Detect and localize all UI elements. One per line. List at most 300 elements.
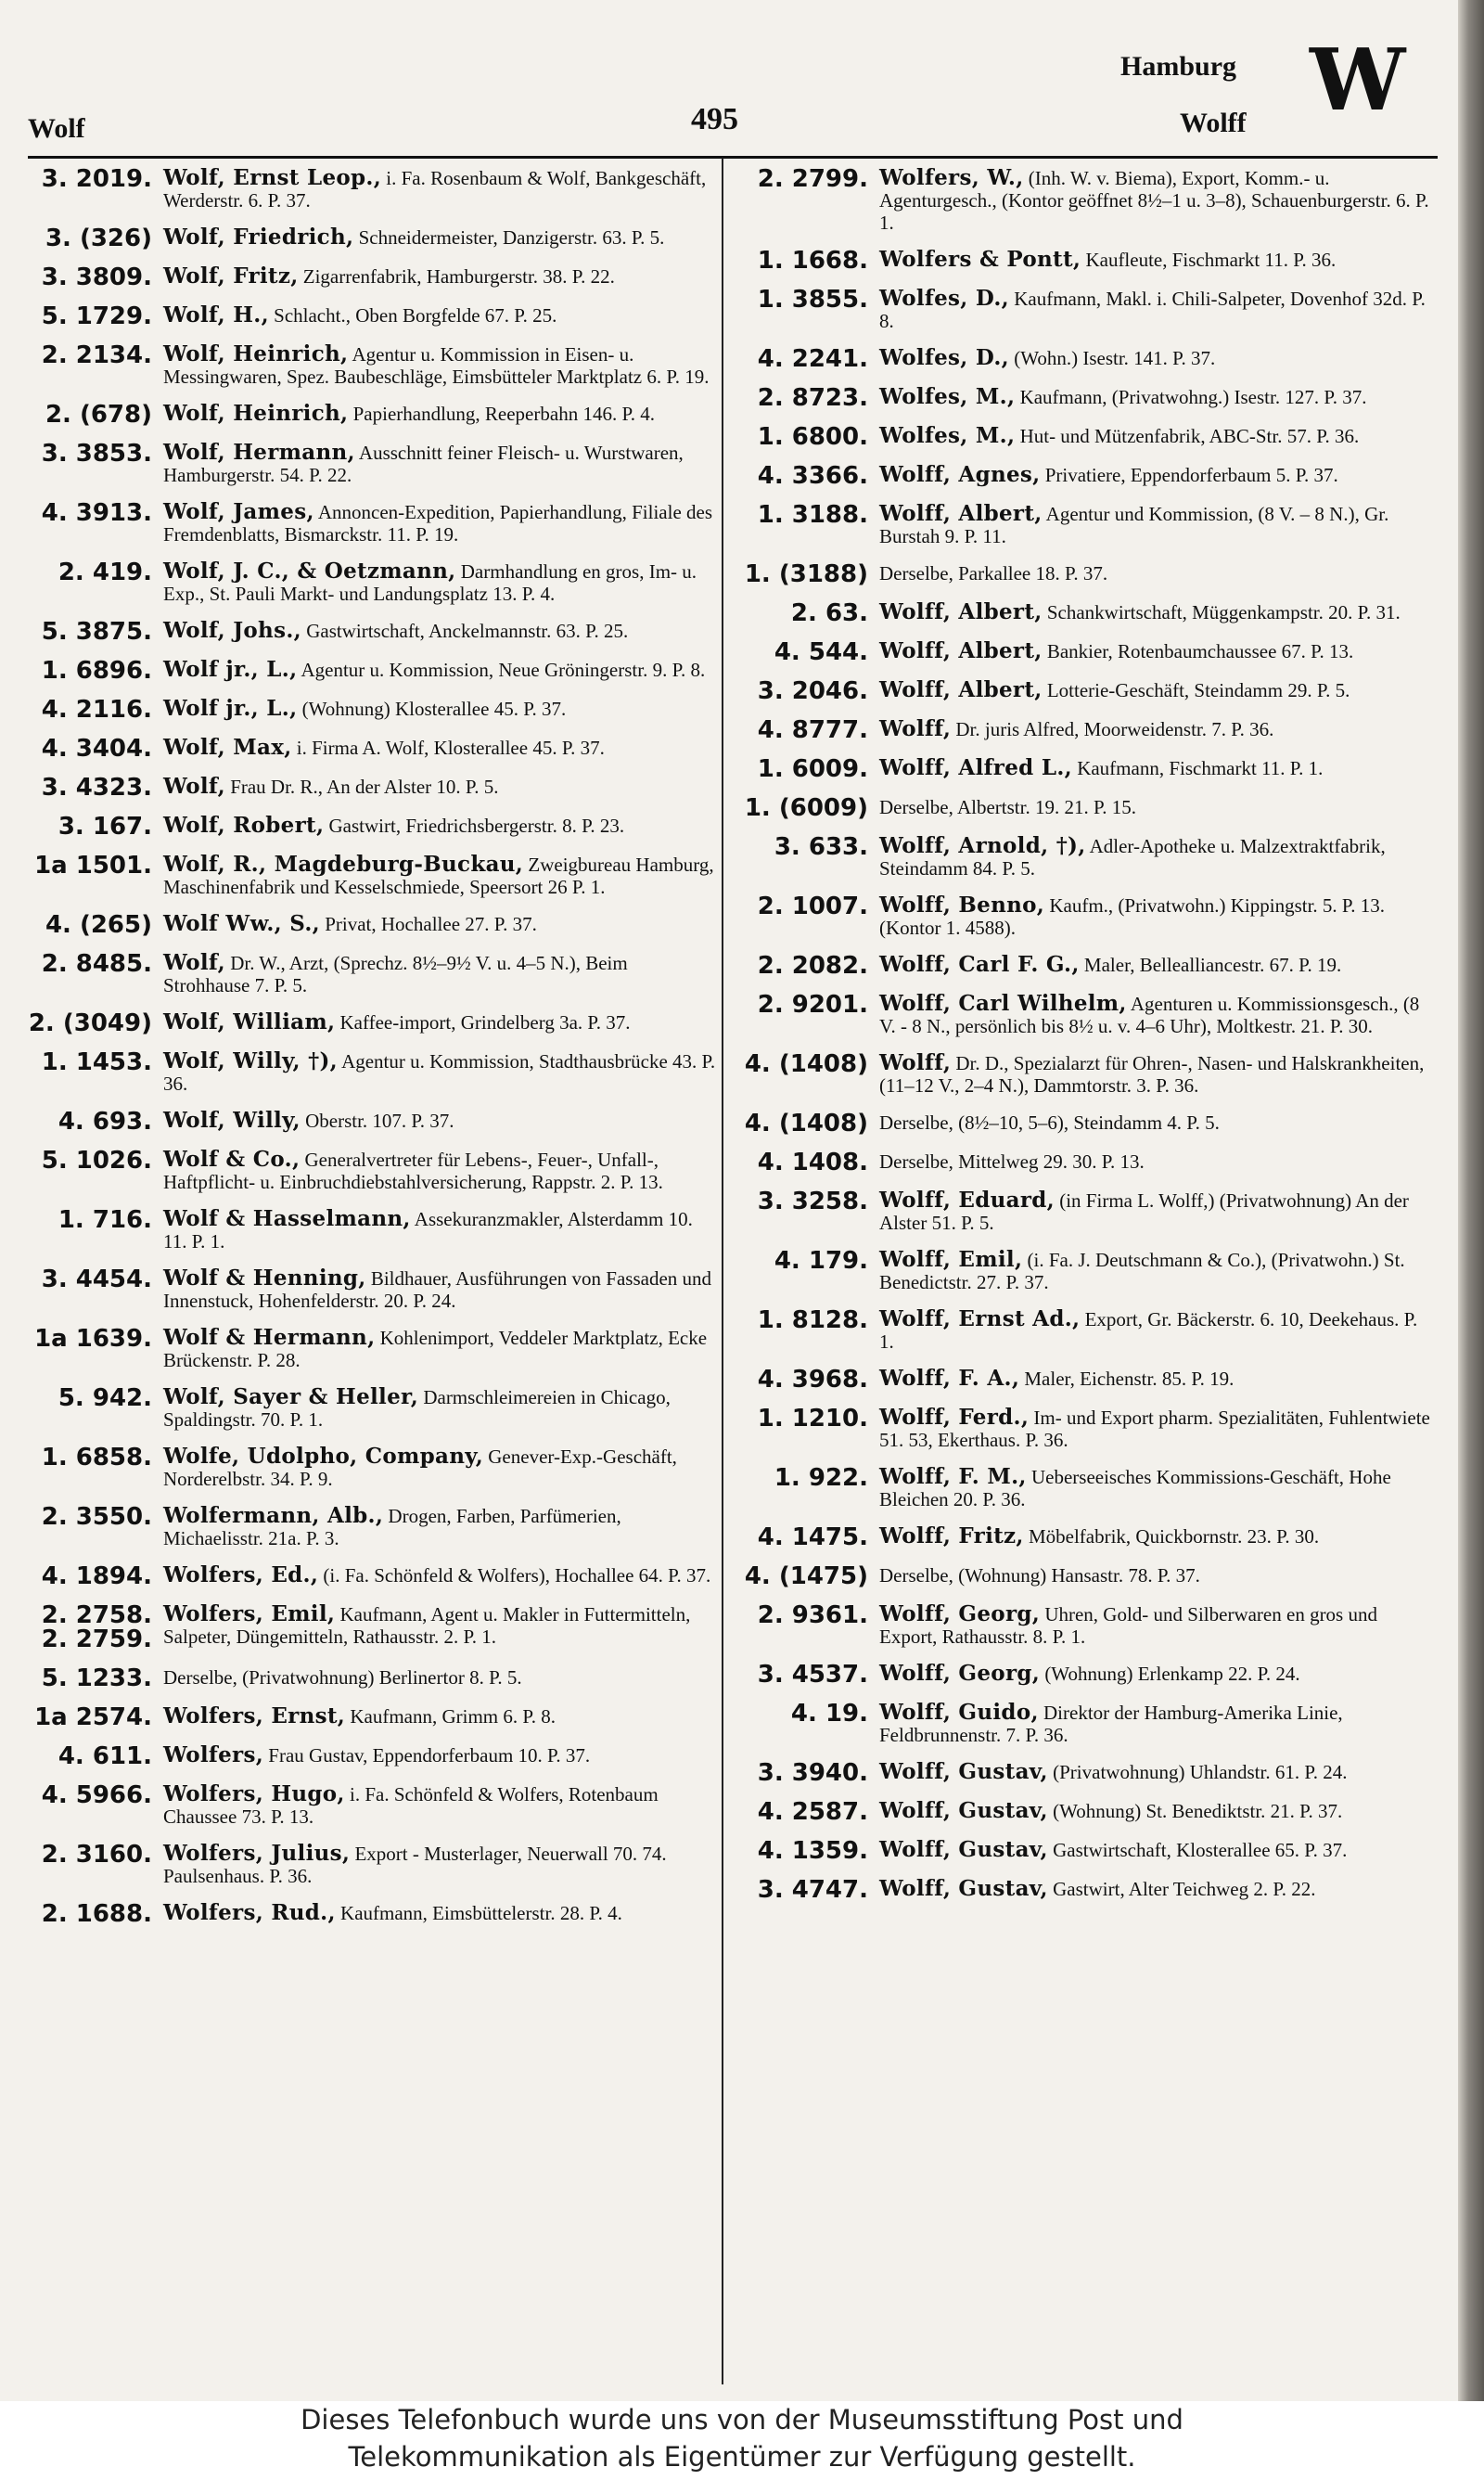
entry-text [879, 1761, 1432, 1783]
directory-entry [26, 776, 716, 800]
directory-entry [742, 894, 1432, 939]
directory-entry [742, 1761, 1432, 1785]
phone-number-value: 2. 9361. [757, 1601, 868, 1629]
entry-text [879, 1702, 1432, 1746]
column-divider [722, 158, 723, 2384]
entry-text [879, 425, 1432, 447]
section-letter: W [1310, 30, 1406, 130]
phone-number [742, 1407, 879, 1431]
entry-text [879, 1466, 1432, 1510]
entry-details: Hut- und Mützenfabrik, ABC-Str. 57. P. 36. [1019, 425, 1360, 447]
entry-text [879, 1663, 1432, 1685]
phone-number [742, 1052, 879, 1076]
entry-details: Dr. D., Spezialarzt für Ohren-, Nasen- und Halskrankheiten, (11–12 V., 2–4 N.), Dammtorstr. 3. P. 36. [879, 1052, 1425, 1097]
directory-entry [742, 1249, 1432, 1293]
directory-entry [26, 403, 716, 427]
entry-details: Generalvertreter für Lebens-, Feuer-, Unfall-, Haftpflicht- u. Einbruchdiebstahlversicherung, Rappstr. 2. P. 13. [163, 1149, 663, 1193]
entry-name: Wolf, Robert, [163, 813, 325, 838]
phone-number-value: 3. 167. [58, 813, 152, 841]
entry-details: Derselbe, (Wohnung) Hansastr. 78. P. 37. [879, 1564, 1200, 1587]
phone-number-value: 1. 8128. [757, 1306, 868, 1334]
directory-entry [742, 601, 1432, 625]
entry-details: Schankwirtschaft, Müggenkampstr. 20. P. 31. [1046, 601, 1401, 623]
entry-text [879, 1525, 1432, 1548]
directory-entry [742, 1466, 1432, 1510]
entry-name: Wolf, Heinrich, [163, 341, 349, 366]
entry-text [163, 1564, 716, 1587]
entry-name: Wolfers & Pontt, [879, 247, 1081, 272]
entry-details: (i. Fa. J. Deutschmann & Co.), (Privatwohn.) St. Benedictstr. 27. P. 37. [879, 1249, 1405, 1293]
entry-name: Wolf, J. C., & Oetzmann, [163, 559, 456, 584]
entry-name: Wolff, Ernst Ad., [879, 1306, 1081, 1331]
directory-entry [742, 993, 1432, 1037]
entry-text [163, 403, 716, 425]
phone-number-value: 2. (3049) [28, 1009, 152, 1037]
directory-entry [742, 1603, 1432, 1648]
phone-number [742, 1249, 879, 1273]
phone-number-value: 4. 2116. [41, 696, 152, 724]
entry-text [163, 1149, 716, 1193]
phone-number-value: 4. 2241. [757, 345, 868, 373]
entry-details: Genever-Exp.-Geschäft, Norderelbstr. 34. P. 9. [163, 1446, 677, 1490]
entry-name: Wolff, Gustav, [879, 1837, 1048, 1862]
running-head-left: Wolf [28, 113, 85, 144]
entry-text [163, 501, 716, 546]
entry-details: Kaufm., (Privatwohn.) Kippingstr. 5. P. 13. (Kontor 1. 4588). [879, 894, 1386, 939]
directory-entry [742, 425, 1432, 449]
directory-entry [742, 1839, 1432, 1863]
phone-number-value: 2. 8723. [757, 384, 868, 412]
phone-number [742, 1878, 879, 1902]
phone-number [742, 503, 879, 527]
phone-number-value: 2. 9201. [757, 991, 868, 1019]
entry-text [163, 1050, 716, 1095]
phone-number [742, 1525, 879, 1549]
phone-number [742, 1189, 879, 1214]
entry-details: Ausschnitt feiner Fleisch- u. Wurstwaren, Hamburgerstr. 54. P. 22. [163, 442, 684, 486]
entry-name: Wolf, R., Magdeburg-Buckau, [163, 852, 524, 877]
phone-number-value: 3. 3853. [41, 440, 152, 468]
entry-text [879, 757, 1432, 779]
entry-text [879, 601, 1432, 623]
phone-number-value: 1. 6009. [757, 755, 868, 783]
directory-entry [26, 1386, 716, 1431]
phone-number-value: 4. 2587. [757, 1798, 868, 1826]
entry-name: Wolf & Henning, [163, 1266, 366, 1291]
directory-entry [26, 1783, 716, 1828]
phone-number [26, 304, 163, 328]
entry-details: (Wohnung) Klosterallee 45. P. 37. [301, 698, 567, 720]
directory-entry [26, 815, 716, 839]
entry-name: Wolff, Emil, [879, 1247, 1023, 1272]
phone-number-value: 4. 3366. [757, 462, 868, 490]
entry-text [163, 167, 716, 212]
directory-entry [26, 1446, 716, 1490]
phone-number [26, 1011, 163, 1035]
entry-name: Wolff, Gustav, [879, 1798, 1048, 1823]
entry-details: Assekuranzmakler, Alsterdamm 10. 11. P. 1. [163, 1208, 693, 1253]
entry-text [163, 1386, 716, 1431]
entry-details: Gastwirtschaft, Anckelmannstr. 63. P. 25. [306, 620, 629, 642]
phone-number-value: 5. 942. [58, 1384, 152, 1412]
header-rule [28, 156, 1438, 159]
directory-entry [26, 1110, 716, 1134]
phone-number-value: 2. 2134. [41, 341, 152, 369]
entry-name: Wolf & Co., [163, 1147, 301, 1172]
entry-name: Wolfers, Emil, [163, 1601, 336, 1626]
entry-text [163, 304, 716, 327]
phone-number [26, 1386, 163, 1410]
entry-name: Wolfes, D., [879, 345, 1009, 370]
phone-number [26, 659, 163, 683]
phone-number-value: 2. 3550. [41, 1503, 152, 1531]
entry-name: Wolff, Alfred L., [879, 755, 1072, 780]
phone-number [742, 1839, 879, 1863]
entry-details: Derselbe, Parkallee 18. P. 37. [879, 562, 1108, 585]
directory-entry [26, 501, 716, 546]
phone-number-value: 4. (1408) [744, 1050, 868, 1078]
phone-number-value: 3. 3940. [757, 1759, 868, 1787]
phone-number [26, 167, 163, 191]
entry-details: Im- und Export pharm. Spezialitäten, Fuhlentwiete 51. 53, Ekerthaus. P. 36. [879, 1407, 1430, 1451]
entry-name: Wolf, Sayer & Heller, [163, 1384, 419, 1409]
entry-text [163, 815, 716, 837]
entry-name: Wolf, Max, [163, 735, 292, 760]
directory-entry [26, 560, 716, 605]
footer-note [0, 2401, 1484, 2480]
directory-entry [26, 1050, 716, 1095]
entry-text [163, 1327, 716, 1371]
phone-number-value: 1. 6896. [41, 657, 152, 685]
entry-details: (Privatwohnung) Uhlandstr. 61. P. 24. [1053, 1761, 1348, 1783]
phone-number-value: 1. (6009) [744, 794, 868, 822]
phone-number-value: 4. 1894. [41, 1562, 152, 1590]
phone-number-value: 3. 633. [774, 833, 868, 861]
phone-number-value: 1. 1668. [757, 247, 868, 275]
phone-number [26, 1744, 163, 1768]
directory-entry [26, 1149, 716, 1193]
phone-number [742, 1150, 879, 1175]
phone-number [742, 1564, 879, 1588]
phone-number [742, 1603, 879, 1627]
phone-number [742, 249, 879, 273]
entry-text [879, 894, 1432, 939]
phone-number [742, 1663, 879, 1687]
entry-name: Wolf, Fritz, [163, 263, 299, 289]
entry-text [163, 1705, 716, 1728]
entry-text [163, 343, 716, 388]
phone-number-value: 5. 3875. [41, 618, 152, 646]
footer-line-2: Telekommunikation als Eigentümer zur Verfügung gestellt. [348, 2441, 1136, 2473]
entry-details: Kohlenimport, Veddeler Marktplatz, Ecke Brückenstr. P. 28. [163, 1327, 708, 1371]
page-number: 495 [691, 102, 738, 136]
entry-text [879, 679, 1432, 701]
entry-text [163, 226, 716, 249]
phone-number [26, 1208, 163, 1232]
phone-number [26, 952, 163, 976]
directory-entry [742, 1564, 1432, 1588]
phone-number-value: 2. 419. [58, 559, 152, 586]
phone-number [26, 1705, 163, 1729]
entry-name: Wolff, F. A., [879, 1366, 1020, 1391]
entry-name: Wolf, Willy, †), [163, 1048, 338, 1073]
directory-entry [742, 1189, 1432, 1234]
right-column [742, 167, 1432, 1917]
entry-name: Wolfers, Hugo, [163, 1781, 345, 1806]
entry-name: Wolfes, M., [879, 423, 1016, 448]
entry-name: Wolfes, D., [879, 286, 1009, 311]
directory-entry [26, 1267, 716, 1312]
entry-details: Frau Dr. R., An der Alster 10. P. 5. [230, 776, 499, 798]
directory-entry [26, 1705, 716, 1729]
phone-number-value: 3. 4323. [41, 774, 152, 802]
directory-entry [26, 1327, 716, 1371]
entry-text [879, 1800, 1432, 1822]
entry-details: Kaufmann, (Privatwohng.) Isestr. 127. P. 37. [1019, 386, 1367, 408]
phone-number [26, 560, 163, 585]
entry-name: Wolf, [163, 950, 225, 975]
phone-number-value: 2. 8485. [41, 950, 152, 978]
entry-name: Wolff, Guido, [879, 1700, 1039, 1725]
phone-number [26, 1666, 163, 1690]
entry-text [879, 1112, 1432, 1134]
phone-number-value: 2. 63. [790, 599, 868, 627]
phone-number [26, 501, 163, 525]
entry-text [879, 835, 1432, 880]
phone-number-value: 3. 3258. [757, 1188, 868, 1215]
entry-name: Wolff, Georg, [879, 1601, 1041, 1626]
entry-name: Wolff, Albert, [879, 677, 1043, 702]
directory-entry [742, 718, 1432, 742]
entry-text [879, 288, 1432, 332]
directory-entry [742, 347, 1432, 371]
entry-text [879, 1249, 1432, 1293]
entry-name: Wolfers, [163, 1742, 264, 1767]
entry-details: Maler, Bellealliancestr. 67. P. 19. [1083, 954, 1342, 976]
phone-number-value: 4. 544. [774, 638, 868, 666]
directory-entry [742, 1052, 1432, 1097]
entry-text [163, 1902, 716, 1924]
phone-number [742, 954, 879, 978]
entry-details: Ueberseeisches Kommissions-Geschäft, Hohe Bleichen 20. P. 36. [879, 1466, 1391, 1510]
phone-number-value: 1. 1210. [757, 1405, 868, 1433]
directory-entry [26, 698, 716, 722]
entry-name: Wolf, Friedrich, [163, 225, 354, 250]
entry-name: Wolff, Carl F. G., [879, 952, 1080, 977]
entry-name: Wolff, [879, 716, 952, 741]
entry-details: Bankier, Rotenbaumchaussee 67. P. 13. [1046, 640, 1354, 662]
phone-number [742, 1761, 879, 1785]
entry-details: Derselbe, Mittelweg 29. 30. P. 13. [879, 1150, 1145, 1173]
phone-number-value: 5. 1729. [41, 302, 152, 330]
phone-number [742, 796, 879, 820]
phone-number-value: 4. 3968. [757, 1366, 868, 1394]
directory-entry [26, 167, 716, 212]
entry-text [879, 1150, 1432, 1173]
entry-name: Wolf & Hasselmann, [163, 1206, 411, 1231]
entry-details: Derselbe, Albertstr. 19. 21. P. 15. [879, 796, 1137, 818]
phone-number [742, 835, 879, 859]
entry-text [879, 386, 1432, 408]
entry-text [163, 854, 716, 898]
directory-entry [26, 226, 716, 251]
phone-number [742, 1466, 879, 1490]
entry-text [163, 1603, 716, 1648]
entry-text [163, 1666, 716, 1689]
entry-details: i. Fa. Rosenbaum & Wolf, Bankgeschäft, Werderstr. 6. P. 37. [163, 167, 707, 212]
directory-entry [26, 1744, 716, 1768]
entry-details: Frau Gustav, Eppendorferbaum 10. P. 37. [268, 1744, 591, 1767]
phone-number-value: 1. 1453. [41, 1048, 152, 1076]
entry-text [163, 737, 716, 759]
phone-number [742, 757, 879, 781]
page-edge [1458, 0, 1484, 2401]
entry-details: Dr. W., Arzt, (Sprechz. 8½–9½ V. u. 4–5 N.), Beim Strohhause 7. P. 5. [163, 952, 628, 996]
entry-name: Wolfermann, Alb., [163, 1503, 384, 1528]
directory-entry [26, 304, 716, 328]
phone-number [26, 226, 163, 251]
left-column [26, 167, 716, 1941]
phone-number-value: 4. (265) [45, 911, 152, 939]
directory-entry [742, 1800, 1432, 1824]
phone-number-value: 3. 2046. [757, 677, 868, 705]
directory-entry [742, 679, 1432, 703]
phone-number [742, 679, 879, 703]
phone-number [742, 288, 879, 312]
phone-number [26, 737, 163, 761]
entry-name: Wolfers, Ernst, [163, 1703, 346, 1728]
entry-name: Wolff, Gustav, [879, 1759, 1048, 1784]
entry-details: Dr. juris Alfred, Moorweidenstr. 7. P. 36. [955, 718, 1274, 740]
directory-entry [26, 1843, 716, 1887]
directory-entry [26, 442, 716, 486]
entry-name: Wolf, H., [163, 302, 269, 328]
entry-text [879, 464, 1432, 486]
phone-number [26, 698, 163, 722]
entry-details: Direktor der Hamburg-Amerika Linie, Feldbrunnenstr. 7. P. 36. [879, 1702, 1343, 1746]
entry-text [879, 167, 1432, 234]
phone-number-value: 1. 3855. [757, 286, 868, 314]
entry-text [163, 1208, 716, 1253]
entry-name: Wolf jr., L., [163, 696, 298, 721]
entry-text [879, 1603, 1432, 1648]
phone-number [742, 386, 879, 410]
phone-number-value: 4. 3913. [41, 499, 152, 527]
entry-text [879, 1564, 1432, 1587]
entry-text [163, 913, 716, 935]
directory-entry [742, 1878, 1432, 1902]
phone-number [742, 1368, 879, 1392]
phone-number-value: 1a 1639. [34, 1325, 152, 1353]
phone-number-value: 4. 19. [790, 1700, 868, 1728]
phone-number [26, 1564, 163, 1588]
phone-number-value: 3. 4747. [757, 1876, 868, 1904]
phone-number-value: 1. 6858. [41, 1444, 152, 1471]
phone-number [26, 913, 163, 937]
phone-number-value: 4. (1408) [744, 1110, 868, 1137]
entry-details: Drogen, Farben, Parfümerien, Michaelisstr. 21a. P. 3. [163, 1505, 621, 1549]
phone-number [26, 1267, 163, 1291]
directory-entry [742, 1407, 1432, 1451]
phone-number-value: 2. 1688. [41, 1900, 152, 1928]
directory-entry [742, 835, 1432, 880]
phone-number [26, 1505, 163, 1529]
entry-text [879, 954, 1432, 976]
phone-number [26, 1327, 163, 1351]
directory-entry [742, 288, 1432, 332]
directory-entry [742, 249, 1432, 273]
directory-entry [26, 952, 716, 996]
directory-entry [26, 343, 716, 388]
entry-name: Wolf, Heinrich, [163, 401, 349, 426]
phone-number-value: 1a 2574. [34, 1703, 152, 1731]
entry-name: Wolff, Eduard, [879, 1188, 1055, 1213]
entry-name: Wolff, Albert, [879, 638, 1043, 663]
entry-details: Derselbe, (Privatwohnung) Berlinertor 8. P. 5. [163, 1666, 522, 1689]
entry-details: Gastwirtschaft, Klosterallee 65. P. 37. [1053, 1839, 1348, 1861]
directory-entry [26, 737, 716, 761]
directory-entry [26, 913, 716, 937]
entry-name: Wolff, Carl Wilhelm, [879, 991, 1127, 1016]
phone-number [26, 265, 163, 289]
entry-name: Wolfers, Rud., [163, 1900, 336, 1925]
entry-details: Export - Musterlager, Neuerwall 70. 74. Paulsenhaus. P. 36. [163, 1843, 667, 1887]
entry-name: Wolf, Ernst Leop., [163, 165, 382, 190]
entry-text [879, 640, 1432, 662]
entry-details: Oberstr. 107. P. 37. [305, 1110, 454, 1132]
running-head-right: Wolff [1180, 108, 1247, 138]
directory-entry [742, 640, 1432, 664]
entry-details: (Wohnung) St. Benediktstr. 21. P. 37. [1053, 1800, 1343, 1822]
entry-name: Wolff, Georg, [879, 1661, 1041, 1686]
phone-number [26, 1050, 163, 1074]
entry-text [879, 249, 1432, 271]
entry-details: Agentur u. Kommission, Stadthausbrücke 43. P. 36. [163, 1050, 716, 1095]
directory-entry [26, 1505, 716, 1549]
phone-number [26, 1149, 163, 1173]
entry-details: Agenturen u. Kommissionsgesch., (8 V. - 8 N., persönlich bis 8½ u. v. 4–6 Uhr), Moltkestr. 21. P. 30. [879, 993, 1420, 1037]
directory-entry [742, 464, 1432, 488]
directory-entry [26, 1208, 716, 1253]
entry-details: Export, Gr. Bäckerstr. 6. 10, Deekehaus. P. 1. [879, 1308, 1418, 1353]
entry-details: Kaufmann, Eimsbüttelerstr. 28. P. 4. [340, 1902, 622, 1924]
phone-number [26, 1446, 163, 1470]
entry-text [163, 1267, 716, 1312]
phone-number-value: 4. 1359. [757, 1837, 868, 1865]
phone-number-value: 2. 3160. [41, 1841, 152, 1869]
phone-number [26, 1783, 163, 1807]
entry-name: Wolf, Willy, [163, 1108, 301, 1133]
phone-number [742, 1308, 879, 1332]
phone-number-value: 4. 1475. [757, 1523, 868, 1551]
phone-number-value: 4. 179. [774, 1247, 868, 1275]
directory-entry [26, 659, 716, 683]
phone-number [26, 1902, 163, 1926]
phone-number-value: 3. 4454. [41, 1266, 152, 1293]
phone-number-value: 1. 6800. [757, 423, 868, 451]
entry-details: Lotterie-Geschäft, Steindamm 29. P. 5. [1046, 679, 1350, 701]
entry-text [879, 1308, 1432, 1353]
phone-number-value: 3. 4537. [757, 1661, 868, 1689]
phone-number-value: 1a 1501. [34, 852, 152, 880]
entry-details: Agentur u. Kommission in Eisen- u. Messingwaren, Spez. Baubeschläge, Eimsbütteler Marktplatz 6. P. 19. [163, 343, 710, 388]
entry-details: Darmschleimereien in Chicago, Spaldingstr. 70. P. 1. [163, 1386, 671, 1431]
entry-text [879, 1052, 1432, 1097]
phone-number [742, 1112, 879, 1136]
directory-entry [26, 1011, 716, 1035]
entry-details: Papierhandlung, Reeperbahn 146. P. 4. [352, 403, 656, 425]
entry-details: Annoncen-Expedition, Papierhandlung, Filiale des Fremdenblatts, Bismarckstr. 11. P. 19. [163, 501, 713, 546]
